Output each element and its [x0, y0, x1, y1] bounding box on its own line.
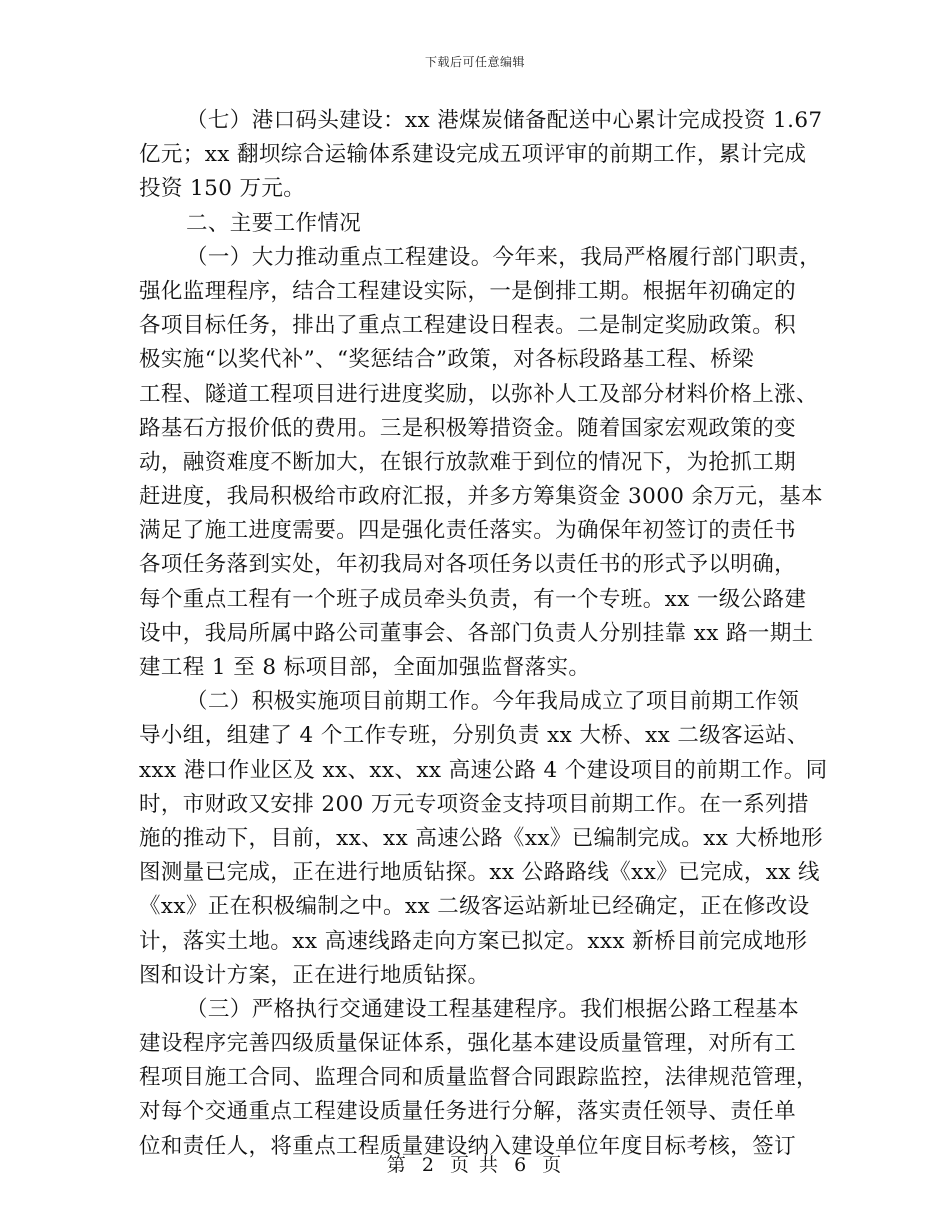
text-line: 设中，我局所属中路公司董事会、各部门负责人分别挂靠 xx 路一期土: [139, 620, 814, 646]
text-line: 《xx》正在积极编制之中。xx 二级客运站新址已经确定，正在修改设: [139, 894, 810, 920]
text-line: xxx 港口作业区及 xx、xx、xx 高速公路 4 个建设项目的前期工作。同: [139, 757, 828, 783]
footer-prefix: 第: [386, 1154, 408, 1176]
text-line: 各项目标任务，排出了重点工程建设日程表。二是制定奖励政策。积: [139, 313, 797, 339]
document-body: [139, 104, 828, 1164]
text-line: 满足了施工进度需要。四是强化责任落实。为确保年初签订的责任书: [139, 518, 797, 544]
header-note: 下载后可任意编辑: [424, 55, 525, 69]
text-line: 图和设计方案，正在进行地质钻探。: [139, 962, 490, 988]
text-line: 极实施“以奖代补”、“奖惩结合”政策，对各标段路基工程、桥梁: [139, 347, 754, 373]
text-line: （七）港口码头建设：xx 港煤炭储备配送中心累计完成投资 1.67: [186, 108, 823, 133]
text-line: 路基石方报价低的费用。三是积极筹措资金。随着国家宏观政策的变: [139, 415, 797, 441]
text-line: （一）大力推动重点工程建设。今年来，我局严格履行部门职责，: [186, 244, 822, 270]
text-line: 赶进度，我局积极给市政府汇报，并多方筹集资金 3000 余万元，基本: [139, 484, 823, 510]
footer-total-pages: 6: [514, 1154, 529, 1176]
text-line: 位和责任人，将重点工程质量建设纳入建设单位年度目标考核，签订: [139, 1133, 797, 1159]
text-line: 亿元；xx 翻坝综合运输体系建设完成五项评审的前期工作，累计完成: [139, 142, 807, 168]
text-line: 强化监理程序，结合工程建设实际，一是倒排工期。根据年初确定的: [139, 278, 797, 304]
text-line: （三）严格执行交通建设工程基建程序。我们根据公路工程基本: [186, 996, 800, 1022]
footer-suffix: 页: [542, 1154, 564, 1176]
text-line: （二）积极实施项目前期工作。今年我局成立了项目前期工作领: [186, 689, 800, 715]
text-line: 计，落实土地。xx 高速线路走向方案已拟定。xxx 新桥目前完成地形: [139, 928, 808, 954]
text-line: 施的推动下，目前，xx、xx 高速公路《xx》已编制完成。xx 大桥地形: [139, 825, 824, 851]
text-line: 对每个交通重点工程建设质量任务进行分解，落实责任领导、责任单: [139, 1099, 797, 1125]
text-line: 图测量已完成，正在进行地质钻探。xx 公路路线《xx》已完成，xx 线: [139, 860, 820, 886]
text-line: 各项任务落到实处，年初我局对各项任务以责任书的形式予以明确，: [139, 552, 797, 578]
text-line: 导小组，组建了 4 个工作专班，分别负责 xx 大桥、xx 二级客运站、: [139, 723, 809, 749]
text-line: 建工程 1 至 8 标项目部，全面加强监督落实。: [139, 655, 591, 680]
text-line: 时，市财政又安排 200 万元专项资金支持项目前期工作。在一系列措: [139, 791, 809, 817]
text-line: 建设程序完善四级质量保证体系，强化基本建设质量管理，对所有工: [139, 1031, 797, 1057]
text-line: 投资 150 万元。: [139, 176, 306, 202]
page-footer: [0, 1150, 950, 1177]
section-heading: 二、主要工作情况: [186, 210, 362, 236]
footer-page-number: 2: [421, 1154, 436, 1176]
footer-mid: 页 共: [449, 1154, 501, 1176]
text-line: 工程、隧道工程项目进行进度奖励，以弥补人工及部分材料价格上涨、: [139, 381, 818, 407]
text-line: 动，融资难度不断加大，在银行放款难于到位的情况下，为抢抓工期: [139, 449, 797, 475]
text-line: 每个重点工程有一个班子成员牵头负责，有一个专班。xx 一级公路建: [139, 586, 807, 612]
text-line: 程项目施工合同、监理合同和质量监督合同跟踪监控，法律规范管理，: [139, 1065, 818, 1091]
